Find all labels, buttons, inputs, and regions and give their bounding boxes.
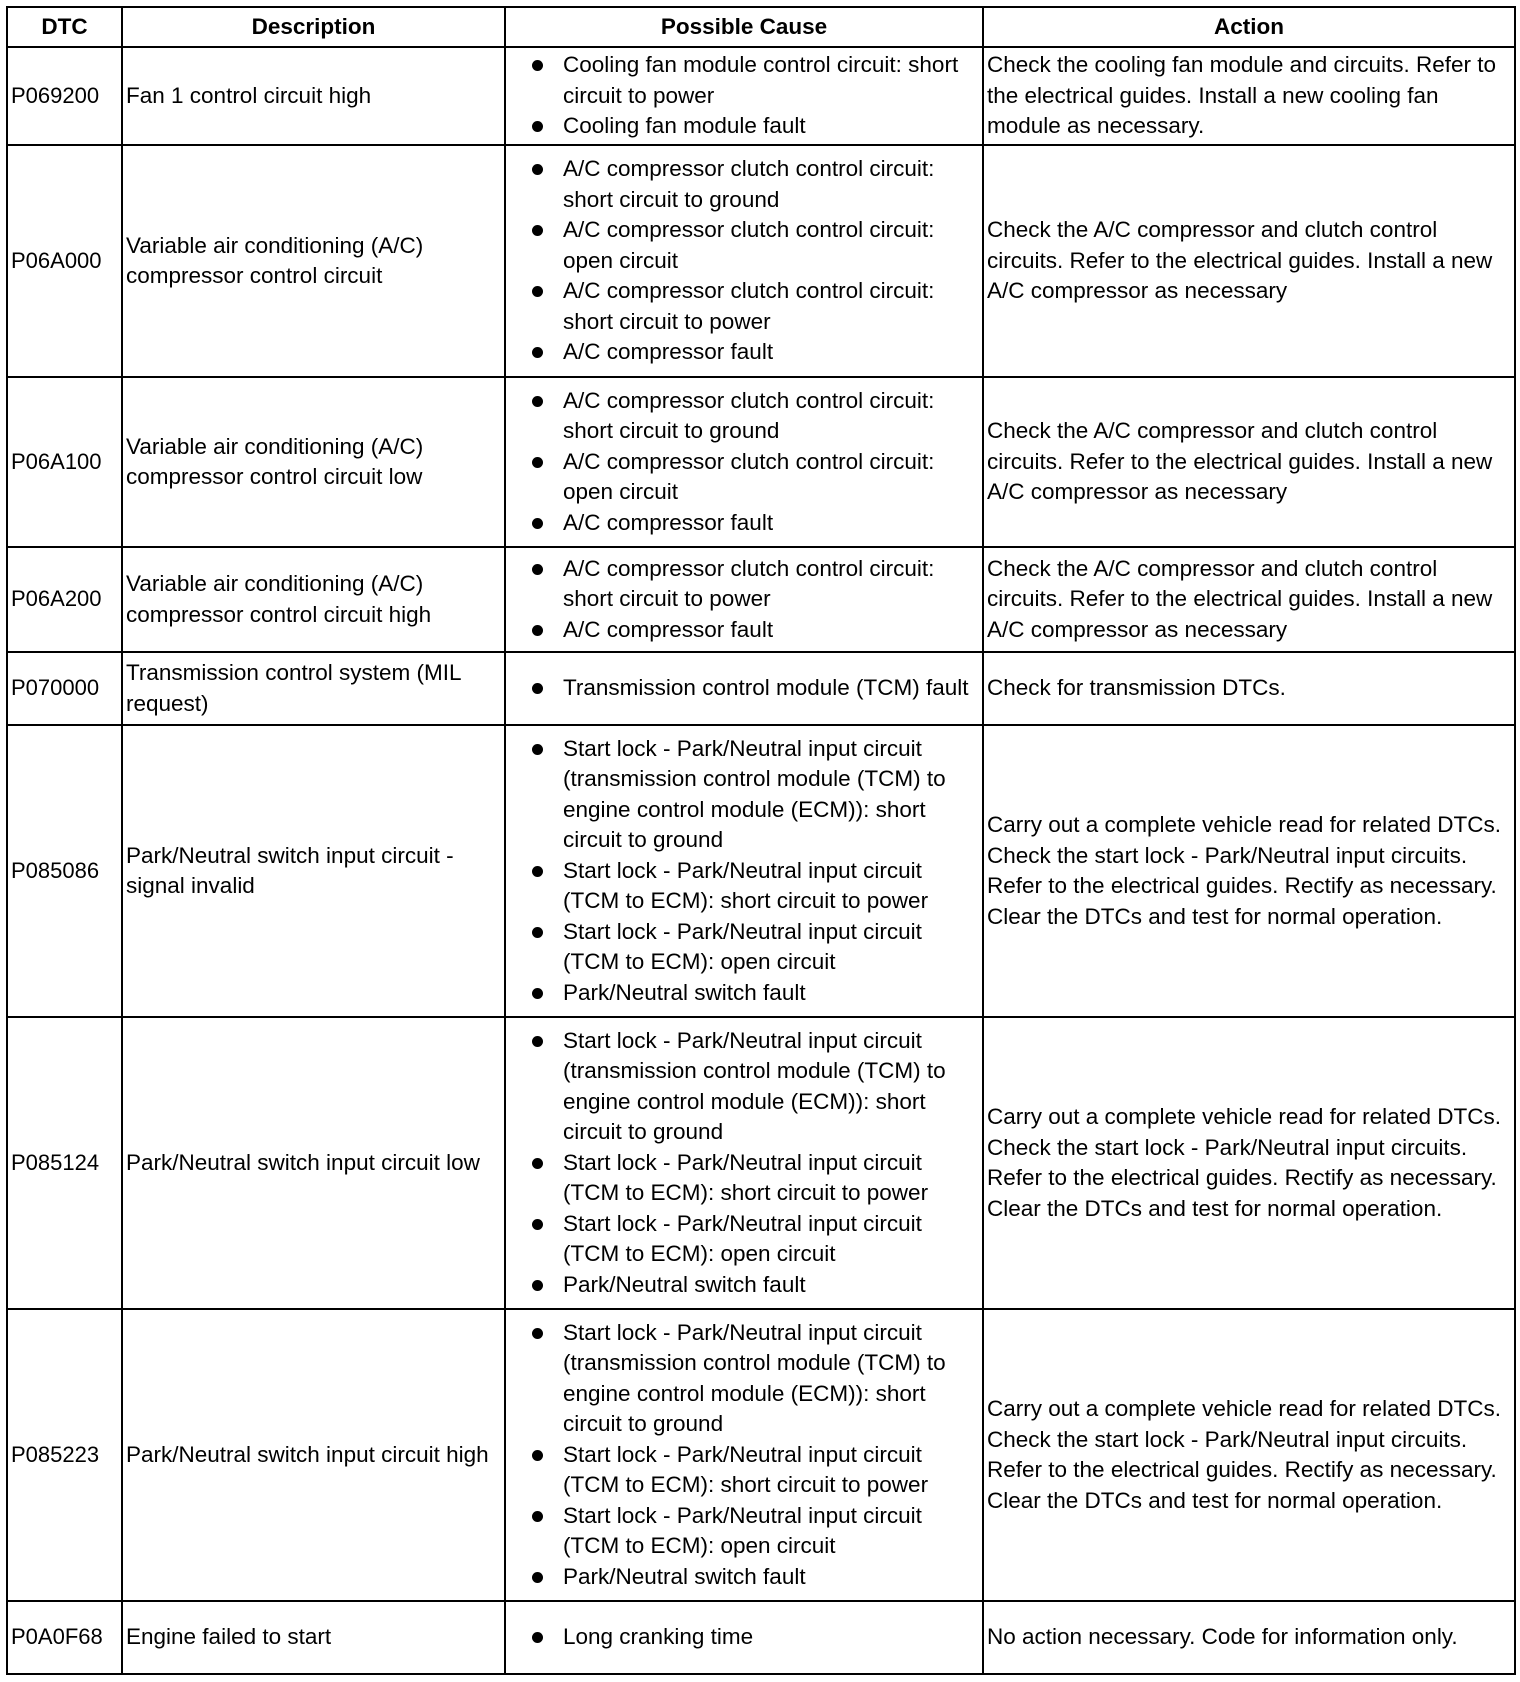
cause-item: Park/Neutral switch fault <box>509 1562 979 1593</box>
dtc-action: Carry out a complete vehicle read for related DTCs. Check the start lock - Park/Neutral input circuits. Refer to the electrical guides. Rectify as necessary. Clear the DTCs and test for normal operation. <box>983 1309 1515 1601</box>
dtc-action: Check for transmission DTCs. <box>983 652 1515 725</box>
header-possible-cause: Possible Cause <box>505 7 983 47</box>
cause-item: A/C compressor fault <box>509 337 979 368</box>
possible-cause <box>505 377 983 547</box>
cause-item: Start lock - Park/Neutral input circuit (TCM to ECM): short circuit to power <box>509 1440 979 1501</box>
dtc-code: P06A100 <box>7 377 122 547</box>
table-row <box>7 1601 1515 1674</box>
cause-item: Start lock - Park/Neutral input circuit (TCM to ECM): short circuit to power <box>509 1148 979 1209</box>
header-dtc: DTC <box>7 7 122 47</box>
cause-list <box>509 734 979 1009</box>
dtc-description: Park/Neutral switch input circuit high <box>122 1309 505 1601</box>
table-row <box>7 47 1515 145</box>
cause-item: A/C compressor clutch control circuit: short circuit to power <box>509 554 979 615</box>
cause-item: A/C compressor clutch control circuit: open circuit <box>509 215 979 276</box>
dtc-table <box>6 6 1516 1675</box>
possible-cause <box>505 547 983 652</box>
cause-list <box>509 386 979 539</box>
table-row <box>7 1309 1515 1601</box>
dtc-description: Variable air conditioning (A/C) compressor control circuit high <box>122 547 505 652</box>
possible-cause <box>505 1017 983 1309</box>
table-header <box>7 7 1515 47</box>
table-row <box>7 547 1515 652</box>
header-description: Description <box>122 7 505 47</box>
possible-cause <box>505 1309 983 1601</box>
table-body <box>7 47 1515 1674</box>
cause-item: Start lock - Park/Neutral input circuit (TCM to ECM): open circuit <box>509 917 979 978</box>
dtc-description: Transmission control system (MIL request) <box>122 652 505 725</box>
cause-list <box>509 1622 979 1653</box>
cause-list <box>509 554 979 646</box>
table-row <box>7 377 1515 547</box>
dtc-description: Fan 1 control circuit high <box>122 47 505 145</box>
cause-list <box>509 673 979 704</box>
cause-item: Start lock - Park/Neutral input circuit (transmission control module (TCM) to engine control module (ECM)): short circuit to ground <box>509 1026 979 1148</box>
dtc-action: Check the A/C compressor and clutch control circuits. Refer to the electrical guides. Install a new A/C compressor as necessary <box>983 547 1515 652</box>
cause-item: A/C compressor fault <box>509 615 979 646</box>
cause-item: Park/Neutral switch fault <box>509 1270 979 1301</box>
cause-list <box>509 154 979 368</box>
cause-item: A/C compressor clutch control circuit: short circuit to ground <box>509 386 979 447</box>
dtc-description: Engine failed to start <box>122 1601 505 1674</box>
dtc-code: P06A200 <box>7 547 122 652</box>
dtc-description: Park/Neutral switch input circuit low <box>122 1017 505 1309</box>
cause-item: Start lock - Park/Neutral input circuit (TCM to ECM): open circuit <box>509 1501 979 1562</box>
dtc-code: P06A000 <box>7 145 122 377</box>
cause-item: Long cranking time <box>509 1622 979 1653</box>
cause-item: Cooling fan module fault <box>509 111 979 142</box>
dtc-action: No action necessary. Code for information only. <box>983 1601 1515 1674</box>
dtc-action: Carry out a complete vehicle read for related DTCs. Check the start lock - Park/Neutral input circuits. Refer to the electrical guides. Rectify as necessary. Clear the DTCs and test for normal operation. <box>983 725 1515 1017</box>
dtc-action: Check the A/C compressor and clutch control circuits. Refer to the electrical guides. Install a new A/C compressor as necessary <box>983 145 1515 377</box>
cause-item: Park/Neutral switch fault <box>509 978 979 1009</box>
dtc-description: Variable air conditioning (A/C) compressor control circuit low <box>122 377 505 547</box>
possible-cause <box>505 47 983 145</box>
table-row <box>7 145 1515 377</box>
cause-item: A/C compressor clutch control circuit: short circuit to ground <box>509 154 979 215</box>
possible-cause <box>505 725 983 1017</box>
dtc-document <box>6 6 1516 1675</box>
dtc-description: Variable air conditioning (A/C) compressor control circuit <box>122 145 505 377</box>
possible-cause <box>505 145 983 377</box>
dtc-action: Check the A/C compressor and clutch control circuits. Refer to the electrical guides. Install a new A/C compressor as necessary <box>983 377 1515 547</box>
dtc-code: P069200 <box>7 47 122 145</box>
cause-item: Start lock - Park/Neutral input circuit (transmission control module (TCM) to engine control module (ECM)): short circuit to ground <box>509 1318 979 1440</box>
table-row <box>7 652 1515 725</box>
cause-item: Start lock - Park/Neutral input circuit (TCM to ECM): short circuit to power <box>509 856 979 917</box>
cause-list <box>509 1318 979 1593</box>
cause-list <box>509 50 979 142</box>
possible-cause <box>505 652 983 725</box>
cause-item: Cooling fan module control circuit: short circuit to power <box>509 50 979 111</box>
cause-item: A/C compressor clutch control circuit: short circuit to power <box>509 276 979 337</box>
cause-list <box>509 1026 979 1301</box>
cause-item: Start lock - Park/Neutral input circuit (transmission control module (TCM) to engine control module (ECM)): short circuit to ground <box>509 734 979 856</box>
dtc-description: Park/Neutral switch input circuit - signal invalid <box>122 725 505 1017</box>
table-row <box>7 1017 1515 1309</box>
table-row <box>7 725 1515 1017</box>
header-row <box>7 7 1515 47</box>
dtc-code: P085124 <box>7 1017 122 1309</box>
possible-cause <box>505 1601 983 1674</box>
cause-item: A/C compressor fault <box>509 508 979 539</box>
dtc-code: P0A0F68 <box>7 1601 122 1674</box>
cause-item: Transmission control module (TCM) fault <box>509 673 979 704</box>
dtc-code: P085223 <box>7 1309 122 1601</box>
dtc-code: P070000 <box>7 652 122 725</box>
dtc-action: Check the cooling fan module and circuits. Refer to the electrical guides. Install a new cooling fan module as necessary. <box>983 47 1515 145</box>
cause-item: Start lock - Park/Neutral input circuit (TCM to ECM): open circuit <box>509 1209 979 1270</box>
cause-item: A/C compressor clutch control circuit: open circuit <box>509 447 979 508</box>
header-action: Action <box>983 7 1515 47</box>
dtc-action: Carry out a complete vehicle read for related DTCs. Check the start lock - Park/Neutral input circuits. Refer to the electrical guides. Rectify as necessary. Clear the DTCs and test for normal operation. <box>983 1017 1515 1309</box>
dtc-code: P085086 <box>7 725 122 1017</box>
